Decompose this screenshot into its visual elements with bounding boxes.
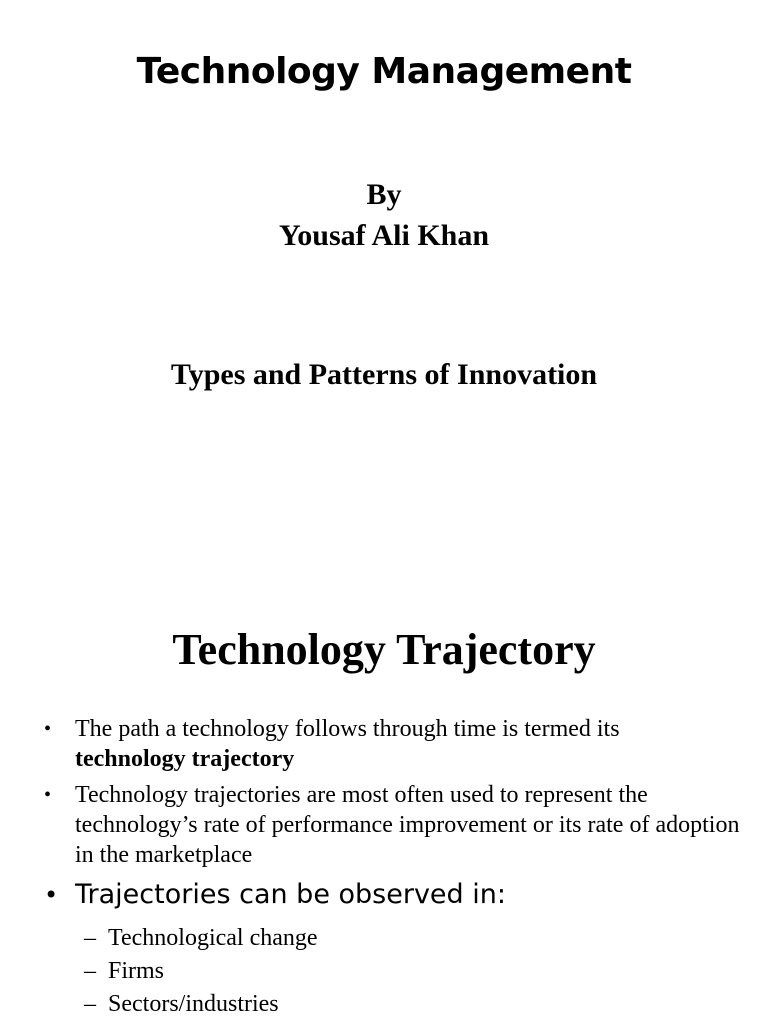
dash-marker: – [84, 925, 96, 951]
bullet-list [44, 714, 744, 914]
dash-marker: – [84, 958, 96, 984]
slide-subtitle: Types and Patterns of Innovation [170, 358, 598, 391]
bullet-text: Trajectories can be observed in: [75, 879, 506, 910]
content-slide [0, 560, 768, 1024]
sub-item-text: Technological change [108, 925, 318, 951]
by-label: By [366, 178, 402, 211]
dash-marker: – [84, 991, 96, 1017]
bullet-bold-text: technology trajectory [75, 746, 295, 772]
slide-title: Technology Trajectory [172, 625, 596, 674]
author-name: Yousaf Ali Khan [278, 219, 490, 252]
sub-item-text: Sectors/industries [108, 991, 279, 1017]
sub-item [84, 922, 318, 955]
bullet-item [44, 714, 744, 774]
bullet-marker: • [44, 784, 52, 806]
bullet-text: Technology trajectories are most often used to represent the technology’s rate of performance improvement or its rate of adoption in the marketplace [75, 782, 740, 868]
sub-item [84, 988, 318, 1021]
slide-title: Technology Management [136, 51, 632, 92]
bullet-marker: • [44, 718, 52, 740]
bullet-item [44, 876, 744, 914]
bullet-item [44, 780, 744, 870]
author-block [0, 174, 768, 256]
sub-list [84, 922, 318, 1021]
bullet-text: The path a technology follows through time is termed its [75, 716, 620, 742]
sub-item-text: Firms [108, 958, 165, 984]
sub-item [84, 955, 318, 988]
bullet-marker: • [44, 881, 59, 909]
